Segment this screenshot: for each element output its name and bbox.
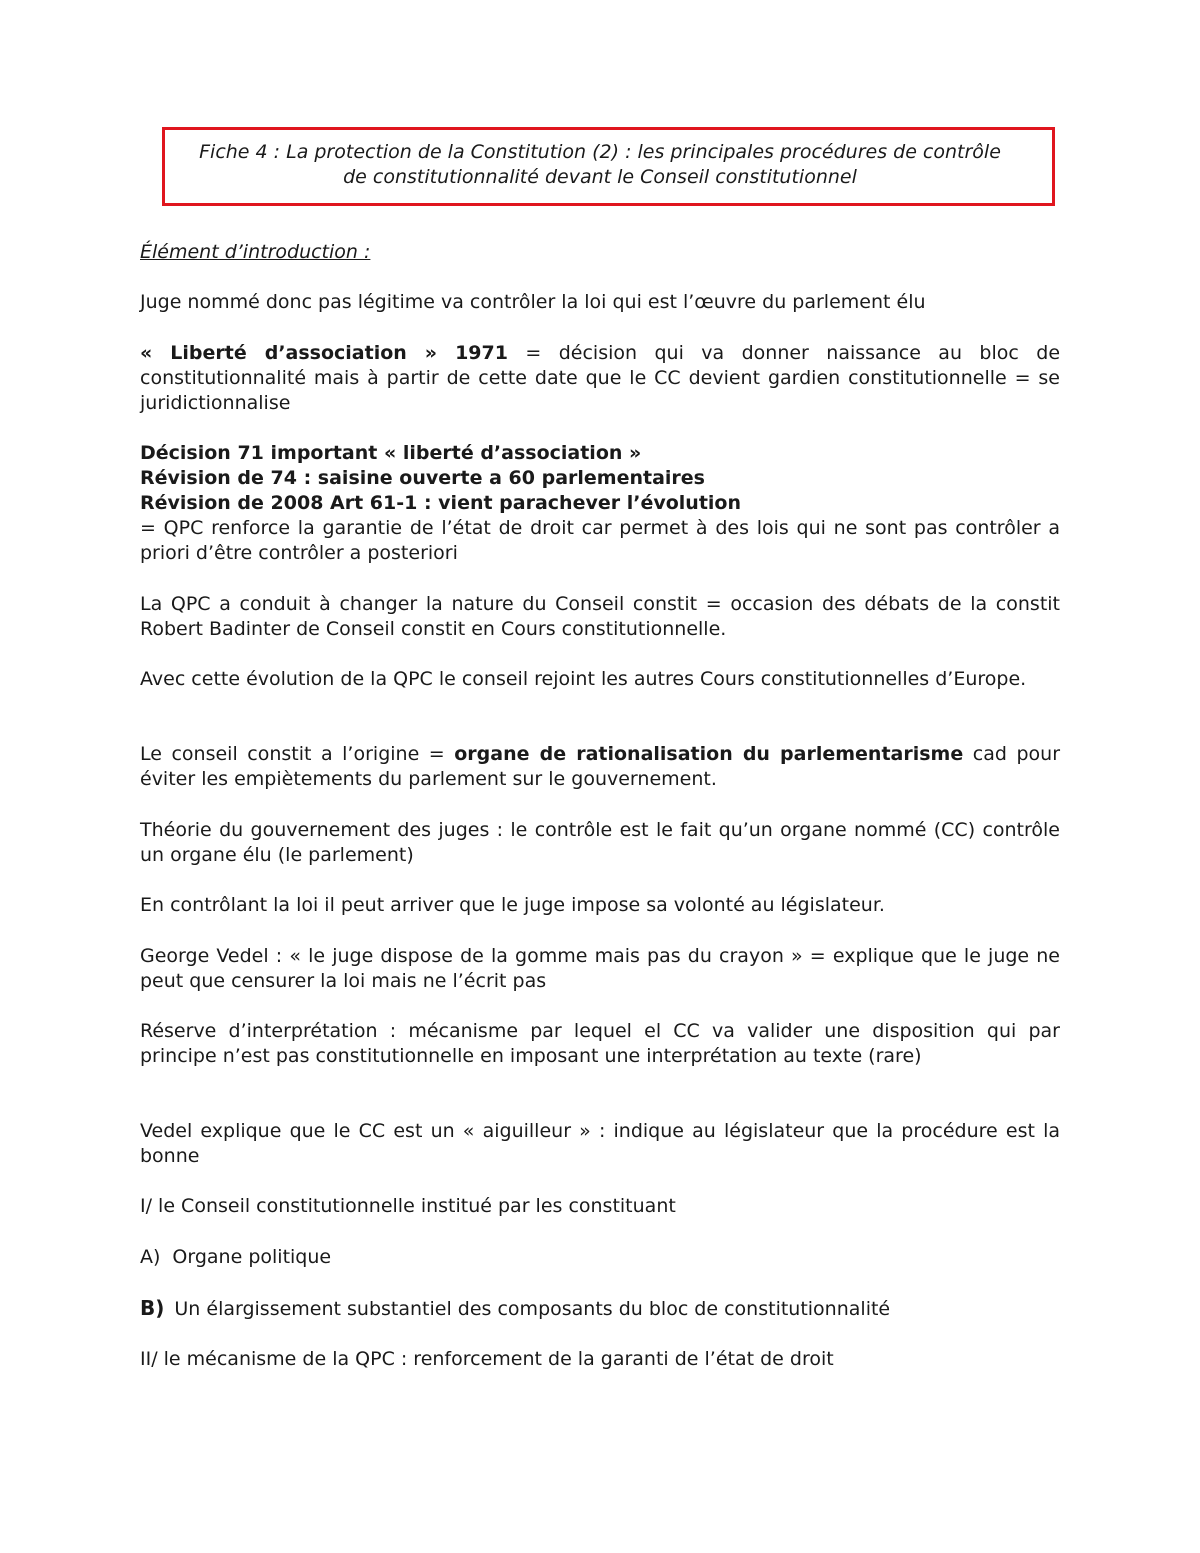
outline-item-b <box>140 1296 1060 1322</box>
decision-71-line: Décision 71 important « liberté d’association » <box>140 442 642 464</box>
outline-part-2: II/ le mécanisme de la QPC : renforcement de la garanti de l’état de droit <box>140 1348 834 1370</box>
outline-item-a <box>140 1245 1060 1270</box>
paragraph-liberte-association <box>140 341 1060 416</box>
outline-item-a-text: Organe politique <box>172 1246 332 1268</box>
document-title <box>130 140 1070 190</box>
liberte-association-text: = décision qui va donner naissance au bloc de constitutionnalité mais à partir de cette date que le CC devient gardien constitutionnelle = se juridictionnalise <box>140 342 1061 414</box>
title-line-1: Fiche 4 : La protection de la Constitution (2) : les principales procédures de contrôle <box>199 141 1001 163</box>
revision-2008-line: Révision de 2008 Art 61-1 : vient parachever l’évolution <box>140 492 741 514</box>
organe-text-start: Le conseil constit a l’origine = <box>140 743 455 765</box>
paragraph-aiguilleur: Vedel explique que le CC est un « aiguilleur » : indique au législateur que la procédure est la bonne <box>140 1120 1060 1167</box>
paragraph-revisions <box>140 441 1060 566</box>
outline-item-a-label: A) <box>140 1246 161 1268</box>
paragraph-qpc-nature: La QPC a conduit à changer la nature du Conseil constit = occasion des débats de la constit Robert Badinter de Conseil constit en Cours constitutionnelle. <box>140 593 1060 640</box>
title-line-2: de constitutionnalité devant le Conseil constitutionnel <box>343 166 857 188</box>
outline-item-b-label: B) <box>140 1296 165 1320</box>
revision-74-line: Révision de 74 : saisine ouverte a 60 parlementaires <box>140 467 705 489</box>
organe-text-rest: cad pour éviter les empiètements du parlement sur le gouvernement. <box>140 743 1060 790</box>
qpc-guarantee-text: = QPC renforce la garantie de l’état de droit car permet à des lois qui ne sont pas contrôler a priori d’être contrôler a posteriori <box>140 517 1060 564</box>
outline-part-1: I/ le Conseil constitutionnelle institué par les constituant <box>140 1195 676 1217</box>
paragraph-juge-nomme: Juge nommé donc pas légitime va contrôler la loi qui est l’œuvre du parlement élu <box>140 291 926 313</box>
paragraph-reserve-interpretation: Réserve d’interprétation : mécanisme par lequel el CC va valider une disposition qui par principe n’est pas constitutionnelle en imposant une interprétation au texte (rare) <box>140 1020 1060 1067</box>
paragraph-volonte-legislateur: En contrôlant la loi il peut arriver que le juge impose sa volonté au législateur. <box>140 894 885 916</box>
liberte-association-bold: « Liberté d’association » 1971 <box>140 342 508 364</box>
paragraph-cours-europe: Avec cette évolution de la QPC le conseil rejoint les autres Cours constitutionnelles d’Europe. <box>140 668 1027 690</box>
outline-item-b-text: Un élargissement substantiel des composants du bloc de constitutionnalité <box>174 1298 891 1320</box>
paragraph-george-vedel: George Vedel : « le juge dispose de la gomme mais pas du crayon » = explique que le juge ne peut que censurer la loi mais ne l’écrit pas <box>140 945 1060 992</box>
organe-rationalisation-bold: organe de rationalisation du parlementarisme <box>454 743 964 765</box>
intro-heading: Élément d’introduction : <box>140 241 371 263</box>
paragraph-gouvernement-juges: Théorie du gouvernement des juges : le contrôle est le fait qu’un organe nommé (CC) contrôle un organe élu (le parlement) <box>140 819 1060 866</box>
paragraph-organe-rationalisation <box>140 742 1060 792</box>
